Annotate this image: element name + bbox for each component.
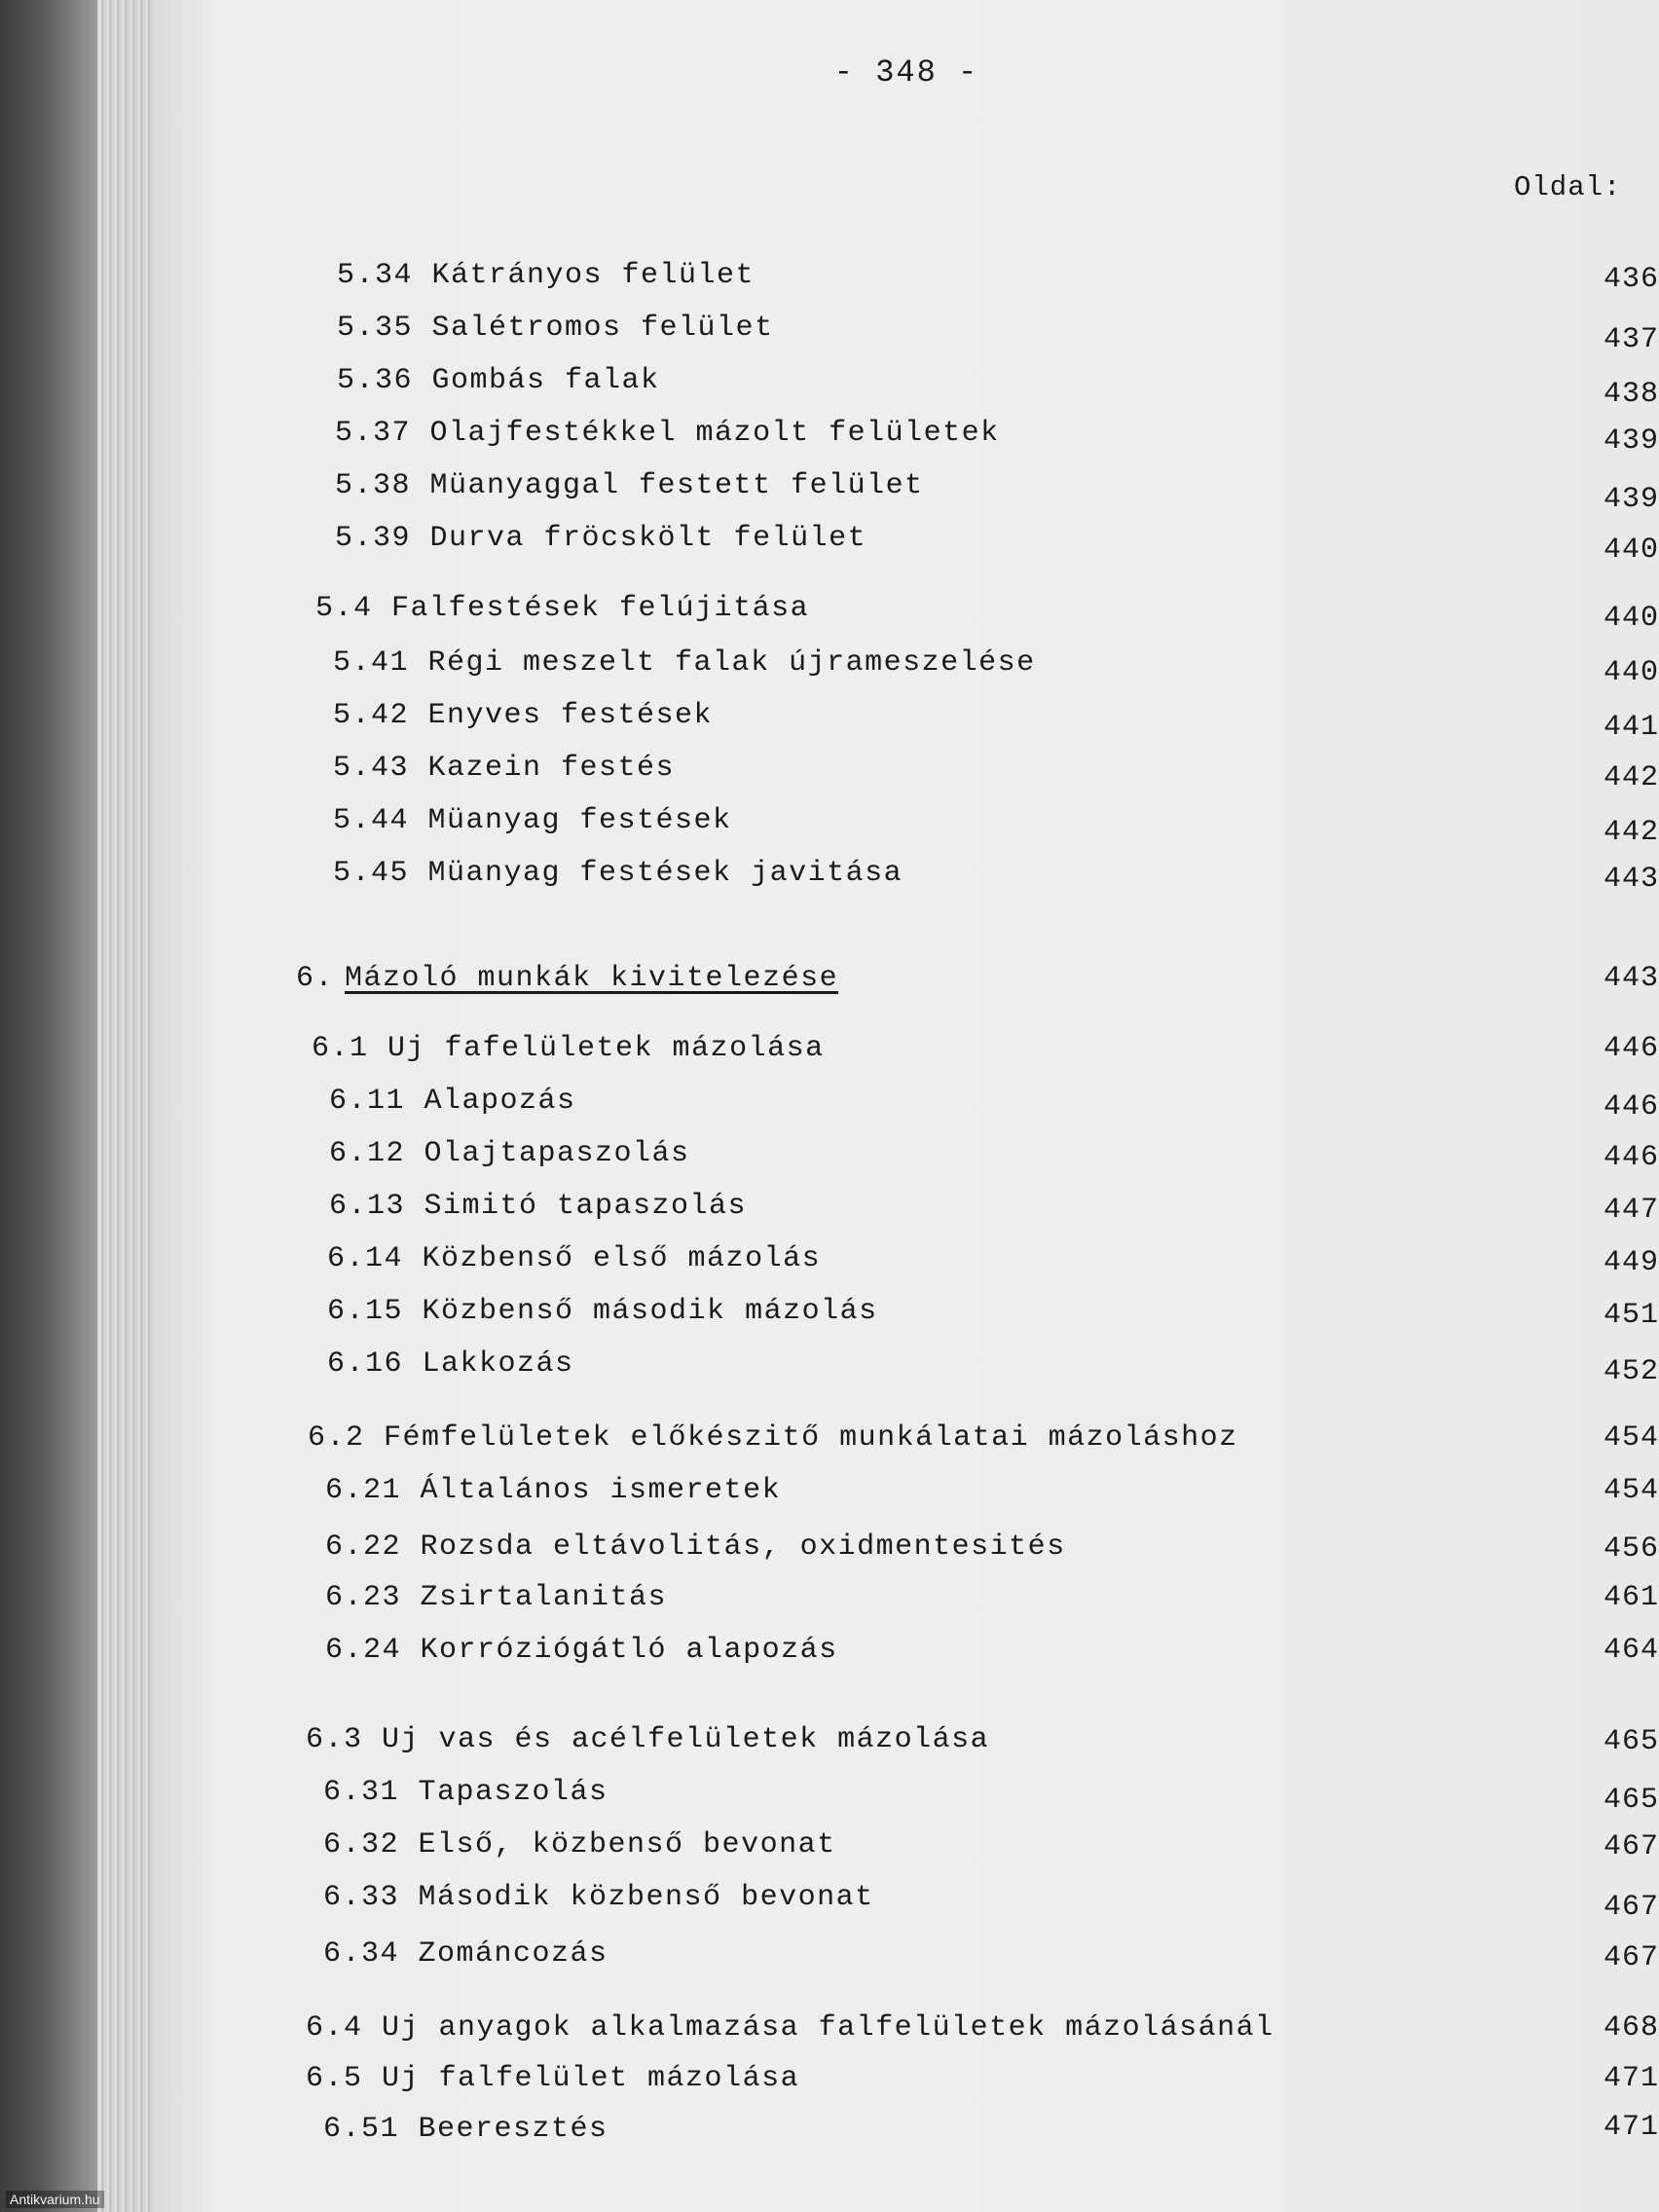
- toc-entry-page: 471: [1603, 2111, 1659, 2144]
- toc-entry-title: 6.4 Uj anyagok alkalmazása falfelületek mázolásánál: [306, 2011, 1274, 2045]
- toc-chapter-heading: [154, 962, 1659, 1001]
- toc-entry-page: 465: [1603, 1784, 1659, 1817]
- toc-entry: [154, 2062, 1659, 2101]
- toc-entry-page: 447: [1603, 1194, 1659, 1227]
- toc-entry-title: 5.37 Olajfestékkel mázolt felületek: [335, 417, 1000, 450]
- toc-entry: [154, 1032, 1659, 1071]
- toc-entry-page: 442: [1603, 816, 1659, 849]
- toc-entry-page: 443: [1603, 962, 1659, 995]
- toc-entry: [154, 857, 1659, 896]
- toc-entry-title: 6.34 Zománcozás: [323, 1937, 608, 1971]
- toc-entry-title: 5.35 Salétromos felület: [337, 312, 774, 345]
- chapter-title: Mázoló munkák kivitelezése: [345, 962, 839, 995]
- toc-entry-page: 464: [1603, 1634, 1659, 1667]
- toc-entry-page: 438: [1603, 378, 1659, 411]
- toc-entry-title: 5.4 Falfestések felújitása: [315, 592, 810, 625]
- toc-entry-title: 6.21 Általános ismeretek: [325, 1474, 782, 1507]
- toc-entry-page: 439: [1603, 424, 1659, 458]
- toc-entry-title: 5.43 Kazein festés: [333, 752, 676, 785]
- toc-entry: [154, 312, 1659, 356]
- toc-entry-page: 449: [1603, 1246, 1659, 1279]
- toc-entry: [154, 646, 1659, 689]
- toc-entry-title: 6.32 Első, közbenső bevonat: [323, 1828, 836, 1862]
- toc-entry-title: 5.34 Kátrányos felület: [337, 259, 756, 292]
- toc-entry-page: 442: [1603, 761, 1659, 794]
- toc-entry: [154, 1723, 1659, 1762]
- toc-entry-page: 440: [1603, 602, 1659, 635]
- page-column-heading: Oldal:: [1514, 171, 1622, 203]
- page-edges: [97, 0, 156, 2212]
- toc-entry-title: 5.39 Durva fröcskölt felület: [335, 522, 867, 555]
- toc-entry-title: 5.45 Müanyag festések javitása: [333, 857, 903, 890]
- toc-entry-title: 5.44 Müanyag festések: [333, 804, 732, 837]
- toc-entry: [154, 1137, 1659, 1176]
- toc-entry-page: 454: [1603, 1474, 1659, 1507]
- toc-entry: [154, 469, 1659, 516]
- toc-entry: [154, 1937, 1659, 1976]
- toc-entry-title: 6.13 Simitó tapaszolás: [329, 1190, 748, 1223]
- chapter-number: 6.: [296, 962, 335, 995]
- toc-entry-title: 5.38 Müanyaggal festett felület: [335, 469, 924, 502]
- toc-entry-title: 6.16 Lakkozás: [327, 1347, 574, 1381]
- toc-entry-page: 456: [1603, 1532, 1659, 1566]
- toc-entry-title: 6.33 Második közbenső bevonat: [323, 1881, 874, 1914]
- toc-entry-page: 451: [1603, 1299, 1659, 1332]
- toc-entry-page: 446: [1603, 1141, 1659, 1174]
- toc-entry-title: 6.24 Korróziógátló alapozás: [325, 1634, 838, 1667]
- toc-entry-title: 6.5 Uj falfelület mázolása: [306, 2062, 800, 2095]
- toc-entry-title: 6.15 Közbenső második mázolás: [327, 1295, 878, 1328]
- toc-entry-page: 467: [1603, 1941, 1659, 1974]
- toc-entry-title: 6.23 Zsirtalanitás: [325, 1581, 668, 1614]
- toc-entry-page: 467: [1603, 1891, 1659, 1924]
- toc-entry: [154, 417, 1659, 456]
- toc-entry: [154, 1530, 1659, 1569]
- toc-entry-page: 437: [1603, 323, 1659, 356]
- toc-entry: [154, 1474, 1659, 1513]
- toc-entry-title: 6.12 Olajtapaszolás: [329, 1137, 690, 1170]
- toc-entry-page: 439: [1603, 483, 1659, 516]
- toc-entry: [154, 804, 1659, 849]
- toc-entry-page: 440: [1603, 534, 1659, 567]
- toc-entry: [154, 1085, 1659, 1124]
- toc-entry-page: 446: [1603, 1090, 1659, 1124]
- toc-entry-title: 6.22 Rozsda eltávolitás, oxidmentesités: [325, 1530, 1066, 1564]
- toc-entry-title: 5.36 Gombás falak: [337, 364, 660, 397]
- toc-entry: [154, 259, 1659, 298]
- toc-entry: [154, 1881, 1659, 1924]
- book-spine-shadow: [0, 0, 97, 2212]
- toc-entry-title: 6.31 Tapaszolás: [323, 1776, 608, 1809]
- toc-entry-title: 6.14 Közbenső első mázolás: [327, 1242, 822, 1275]
- toc-entry-title: 6.3 Uj vas és acélfelületek mázolása: [306, 1723, 990, 1756]
- toc-entry-title: 6.11 Alapozás: [329, 1085, 576, 1118]
- toc-entry-page: 443: [1603, 863, 1659, 896]
- toc-entry-title: 5.42 Enyves festések: [333, 699, 714, 732]
- toc-entry: [154, 1828, 1659, 1867]
- toc-entry-page: 471: [1603, 2062, 1659, 2095]
- toc-entry-page: 446: [1603, 1032, 1659, 1065]
- toc-entry: [154, 1634, 1659, 1673]
- toc-entry: [154, 752, 1659, 794]
- toc-entry: [154, 1421, 1659, 1460]
- toc-entry-page: 441: [1603, 711, 1659, 744]
- toc-entry: [154, 2113, 1659, 2152]
- toc-entry-page: 465: [1603, 1725, 1659, 1758]
- toc-entry: [154, 364, 1659, 411]
- page-number: - 348 -: [833, 55, 979, 91]
- toc-entry-page: 467: [1603, 1830, 1659, 1863]
- toc-entry-title: 6.51 Beeresztés: [323, 2113, 608, 2146]
- toc-entry: [154, 592, 1659, 635]
- toc-entry: [154, 1347, 1659, 1386]
- toc-entry-page: 436: [1603, 263, 1659, 296]
- toc-entry-title: 6.2 Fémfelületek előkészitő munkálatai mázoláshoz: [308, 1421, 1238, 1455]
- toc-entry: [154, 1295, 1659, 1334]
- toc-entry-title: 5.41 Régi meszelt falak újrameszelése: [333, 646, 1036, 680]
- toc-entry: [154, 1581, 1659, 1620]
- toc-entry-title: 6.1 Uj fafelületek mázolása: [312, 1032, 825, 1065]
- toc-entry: [154, 522, 1659, 567]
- toc-entry: [154, 2011, 1659, 2050]
- toc-entry-page: 468: [1603, 2011, 1659, 2045]
- document-page: [154, 0, 1659, 2212]
- toc-entry: [154, 1776, 1659, 1815]
- watermark: Antikvarium.hu: [6, 2191, 104, 2208]
- toc-entry-page: 461: [1603, 1581, 1659, 1614]
- toc-entry-page: 454: [1603, 1421, 1659, 1455]
- toc-entry: [154, 1190, 1659, 1229]
- toc-entry: [154, 1242, 1659, 1281]
- toc-entry-page: 440: [1603, 656, 1659, 689]
- toc-entry-page: 452: [1603, 1355, 1659, 1388]
- toc-entry: [154, 699, 1659, 744]
